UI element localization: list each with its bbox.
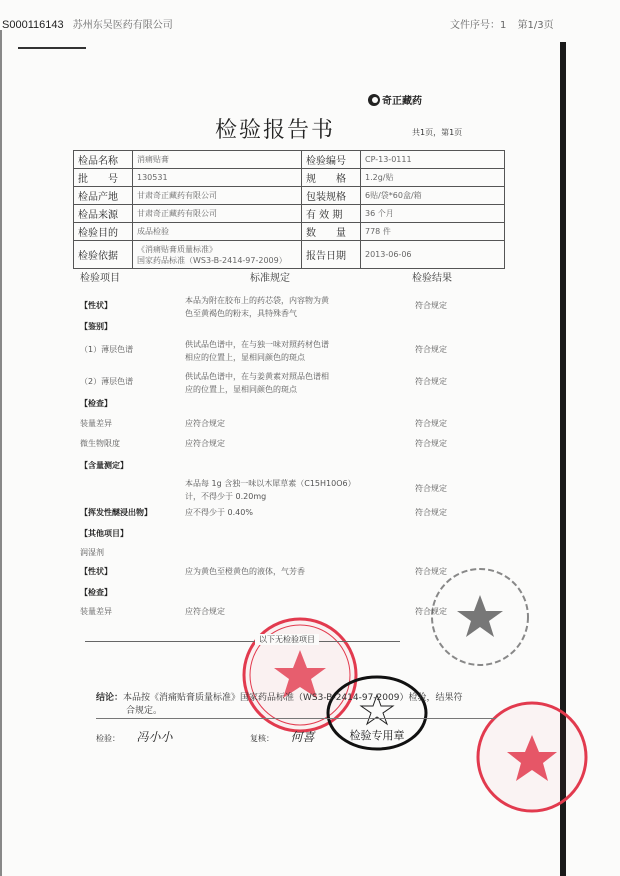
test-item: 微生物限度 — [80, 439, 120, 448]
conclusion-rule — [96, 718, 496, 719]
info-value — [133, 205, 302, 223]
test-standard: 应符合规定 — [185, 439, 225, 448]
info-label: 包装规格 — [302, 187, 361, 205]
test-standard: 应符合规定 — [185, 607, 225, 616]
gray-stamp — [425, 565, 535, 670]
star-icon — [457, 595, 503, 637]
test-standard: 供试品色谱中，在与独一味对照药材色谱 — [185, 340, 329, 349]
test-standard: 应不得少于 0.40% — [185, 508, 253, 517]
test-result: 符合规定 — [415, 345, 447, 354]
header-right — [450, 16, 554, 31]
logo-text: 奇正藏药 — [382, 96, 422, 107]
test-standard: 应为黄色至橙黄色的液体，气芳香 — [185, 567, 305, 576]
test-result: 符合规定 — [415, 484, 447, 493]
svg-text:检验专用章: 检验专用章 — [349, 729, 405, 742]
info-value-text: 甘肃奇正藏药有限公司 — [137, 209, 217, 218]
test-standard: 供试品色谱中，在与姜黄素对照品色谱相 — [185, 372, 329, 381]
header-left — [2, 16, 173, 31]
info-value: CP-13-0111 — [361, 151, 505, 169]
test-result: 符合规定 — [415, 508, 447, 517]
info-value-text: 成品检验 — [137, 227, 169, 236]
info-value — [133, 241, 302, 269]
reviewer-signature — [250, 728, 315, 745]
info-label: 检品来源 — [74, 205, 133, 223]
test-item: 【检查】 — [80, 588, 112, 597]
info-value-text: 甘肃奇正藏药有限公司 — [137, 191, 217, 200]
info-row — [74, 169, 505, 187]
brand-logo — [368, 92, 422, 107]
col-header-result: 检验结果 — [412, 273, 452, 284]
info-label: 报告日期 — [302, 241, 361, 269]
test-item: 润湿剂 — [80, 548, 104, 557]
info-label: 检品名称 — [74, 151, 133, 169]
test-result: 符合规定 — [415, 607, 447, 616]
test-standard: 应符合规定 — [185, 419, 225, 428]
reviewer-label: 复核： — [250, 734, 274, 743]
page-count: 共1页，第1页 — [412, 128, 463, 137]
test-result: 符合规定 — [415, 439, 447, 448]
page-indicator: 第1/3页 — [517, 20, 554, 31]
test-standard: 本品为附在胶布上的药芯袋，内容物为黄 — [185, 296, 329, 305]
test-result: 符合规定 — [415, 567, 447, 576]
end-divider — [85, 641, 400, 642]
test-item: 【性状】 — [80, 567, 112, 576]
info-value-text: 国家药品标准（WS3-B-2414-97-2009） — [137, 255, 287, 265]
test-result: 符合规定 — [415, 419, 447, 428]
info-row — [74, 187, 505, 205]
inspector-signature — [96, 728, 173, 745]
test-standard: 色至黄褐色的粉末，具特殊香气 — [185, 309, 297, 318]
col-header-standard: 标准规定 — [250, 273, 290, 284]
info-value: 778 件 — [361, 223, 505, 241]
test-item: （2）薄层色谱 — [80, 377, 134, 386]
info-value: 36 个月 — [361, 205, 505, 223]
info-value-text: 消痛贴膏 — [137, 155, 169, 164]
info-value: 2013-06-06 — [361, 241, 505, 269]
info-row — [74, 151, 505, 169]
header-company: 苏州东吴医药有限公司 — [72, 20, 173, 31]
test-item: 【其他项目】 — [80, 529, 128, 538]
logo-icon — [368, 94, 380, 106]
info-value — [133, 169, 302, 187]
test-standard: 相应的位置上，显相同颜色的斑点 — [185, 353, 305, 362]
info-value — [133, 151, 302, 169]
inspector-name: 冯小小 — [136, 730, 173, 744]
conclusion-text-cont: 合规定。 — [126, 706, 163, 716]
test-item: 【含量测定】 — [80, 461, 128, 470]
test-result: 符合规定 — [415, 377, 447, 386]
info-label: 检验依据 — [74, 241, 133, 269]
scan-edge — [0, 30, 2, 876]
test-item: 装量差异 — [80, 419, 112, 428]
test-standard: 应的位置上，显相同颜色的斑点 — [185, 385, 297, 394]
info-label: 规 格 — [302, 169, 361, 187]
info-value — [133, 187, 302, 205]
header-rule — [18, 47, 86, 49]
info-label: 批 号 — [74, 169, 133, 187]
doc-id: S000116143 — [2, 19, 64, 31]
page-title: 检验报告书 — [215, 118, 336, 143]
info-value-text: 130531 — [137, 173, 168, 182]
end-note: 以下无检验项目 — [255, 634, 319, 645]
test-item: 【检查】 — [80, 399, 112, 408]
info-value: 6贴/袋*60盒/箱 — [361, 187, 505, 205]
test-standard: 计，不得少于 0.20mg — [185, 492, 267, 501]
info-value: 1.2g/贴 — [361, 169, 505, 187]
info-label: 检品产地 — [74, 187, 133, 205]
info-label: 检验目的 — [74, 223, 133, 241]
info-value-text: 《消痛贴膏质量标准》 — [137, 244, 217, 254]
test-item: 装量差异 — [80, 607, 112, 616]
inspector-label: 检验： — [96, 734, 120, 743]
test-item: 【鉴别】 — [80, 322, 112, 331]
file-seq: 文件序号：1 — [450, 20, 507, 31]
col-header-item: 检验项目 — [80, 273, 120, 284]
test-item: 【性状】 — [80, 301, 112, 310]
info-label: 数 量 — [302, 223, 361, 241]
test-item: 【挥发性醚浸出物】 — [80, 508, 152, 517]
info-label: 有 效 期 — [302, 205, 361, 223]
info-label: 检验编号 — [302, 151, 361, 169]
info-row — [74, 241, 505, 269]
test-result: 符合规定 — [415, 301, 447, 310]
reviewer-name: 何喜 — [290, 730, 315, 744]
conclusion — [96, 692, 462, 718]
info-row — [74, 205, 505, 223]
info-row — [74, 223, 505, 241]
conclusion-label: 结论： — [96, 693, 124, 703]
conclusion-text: 本品按《消痛贴膏质量标准》国家药品标准（WS3-B-2414-97-2009）检验，结果符 — [123, 693, 463, 703]
info-value — [133, 223, 302, 241]
test-item: （1）薄层色谱 — [80, 345, 134, 354]
test-standard: 本品每 1g 含独一味以木犀草素（C15H10O6） — [185, 479, 356, 488]
info-table — [73, 150, 505, 269]
